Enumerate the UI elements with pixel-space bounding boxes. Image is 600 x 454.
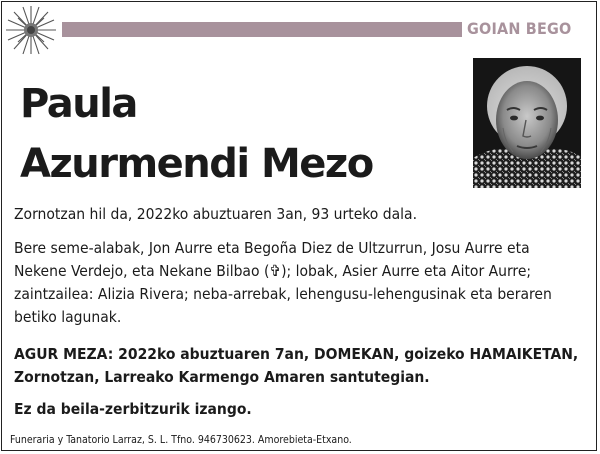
deceased-first-name: Paula xyxy=(20,81,137,127)
thistle-flower-icon xyxy=(4,4,58,56)
family-mourners: Bere seme-alabak, Jon Aurre eta Begoña Diez de Ultzurrun, Josu Aurre eta Nekene Verdejo, eta Nekane Bilbao (✞); lobak, Asier Aurre eta Aitor Aurre; zaintzailea: Alizia Rivera; neba-arrebak, lehengusu-lehengusinak eta beraren betiko lagunak. xyxy=(14,239,552,326)
deceased-surnames: Azurmendi Mezo xyxy=(20,141,373,187)
portrait-photo xyxy=(473,58,581,188)
section-heading: GOIAN BEGO xyxy=(467,19,572,38)
header-bar xyxy=(62,22,462,37)
farewell-mass-info: AGUR MEZA: 2022ko abuztuaren 7an, DOMEKAN, goizeko HAMAIKETAN, Zornotzan, Larreako Karmengo Amaren santutegian. xyxy=(14,345,579,386)
death-announcement: Zornotzan hil da, 2022ko abuztuaren 3an, 93 urteko dala. xyxy=(14,205,417,223)
funeral-home-footer: Funeraria y Tanatorio Larraz, S. L. Tfno. 946730623. Amorebieta-Etxano. xyxy=(10,434,352,446)
no-wake-notice: Ez da beila-zerbitzurik izango. xyxy=(14,400,252,418)
